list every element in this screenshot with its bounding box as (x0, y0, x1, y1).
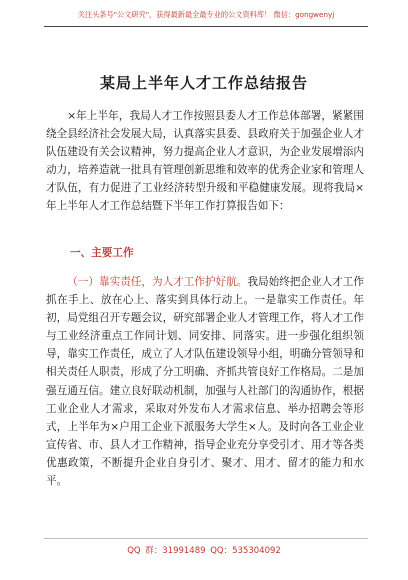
section-heading: 一、主要工作 (70, 247, 134, 259)
section-paragraph (46, 273, 364, 490)
footer-contact: QQ 群：31991489 QQ：535304092 (127, 546, 281, 556)
subsection-heading: （一）靠实责任，为人才工作护好航。 (67, 276, 248, 288)
document-title: 某局上半年人才工作总结报告 (99, 74, 308, 92)
footer-divider (44, 538, 368, 539)
header-notice: 关注头条号"公文研究"，获得最新最全最专业的公文资料库！ 微信：gongwenyj (77, 10, 335, 19)
intro-paragraph: ×年上半年，我局人才工作按照县委人才工作总体部署，紧紧围绕全县经济社会发展大局，认真落实县委、县政府关于加强企业人才队伍建设有关会议精神，努力提高企业人才意识，为企业发展增添内动力，培养造就一批具有管理创新思维和效率的优秀企业家和管理人才队伍，有力促进了工业经济转型升级和平稳健康发展。现将我局×年上半年人才工作总结暨下半年工作打算报告如下： (46, 110, 364, 213)
header-divider (44, 26, 368, 27)
section-paragraph-text: 我局始终把企业人才工作抓在手上、放在心上、落实到具体行动上。一是靠实工作责任。年初，局党组召开专题会议，研究部署企业人才管理工作，将人才工作与工业经济重点工作同计划、同安排、同落实。进一步强化组织领导，靠实工作责任，成立了人才队伍建设领导小组，明确分管领导和相关责任人职责，形成了分工明确、齐抓共管良好工作格局。二是加强互通互信。建立良好联动机制，加强与人社部门的沟通协作，根据工业企业人才需求，采取对外发布人才需求信息、举办招聘会等形式，上半年为×户用工企业下派服务大学生×人。及时向各工业企业宣传省、市、县人才工作精神，指导企业充分享受引才、用才等各类优惠政策，不断提升企业自身引才、聚才、用才、留才的能力和水平。 (46, 276, 365, 488)
